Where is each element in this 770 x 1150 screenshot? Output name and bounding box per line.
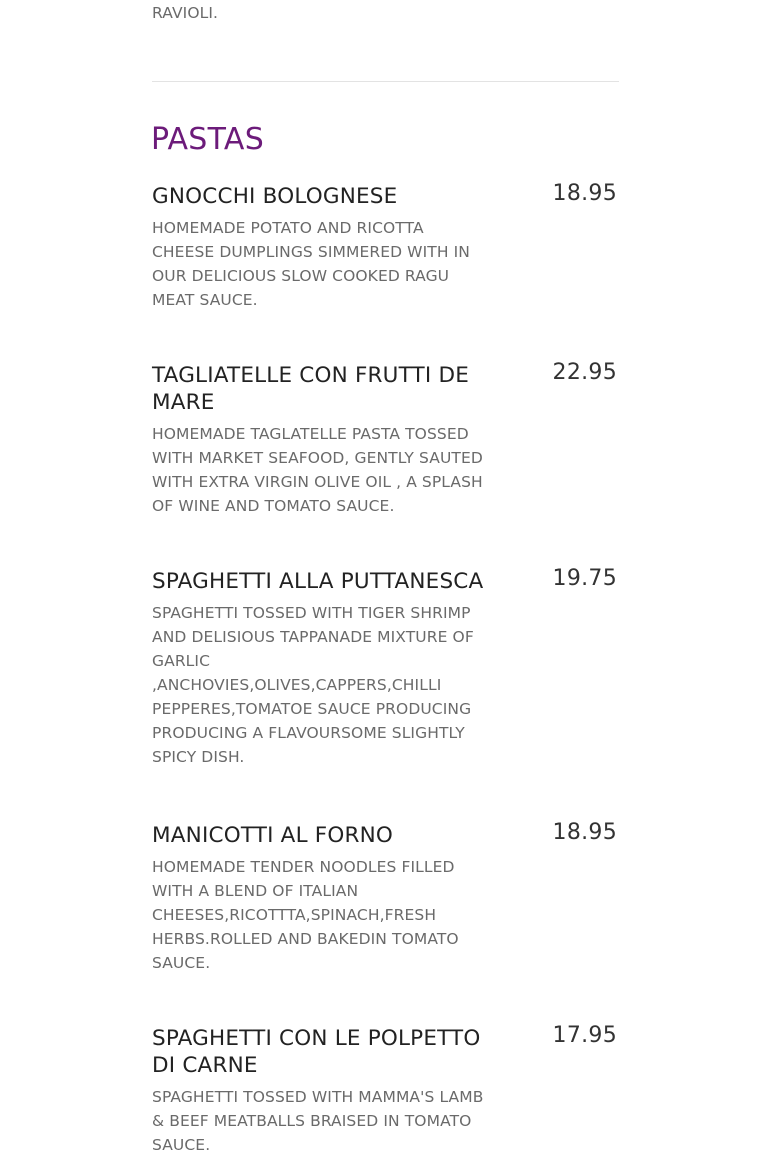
menu-item-name: SPAGHETTI CON LE POLPETTO DI CARNE xyxy=(152,1026,481,1078)
section-title-pastas: PASTAS xyxy=(151,122,265,157)
menu-item-price: 18.95 xyxy=(552,820,617,845)
menu-item-price: 19.75 xyxy=(552,566,617,591)
menu-item-price: 18.95 xyxy=(552,181,617,206)
menu-item xyxy=(152,183,619,312)
menu-item-price: 17.95 xyxy=(552,1023,617,1048)
menu-item-description: HOMEMADE TENDER NOODLES FILLED WITH A BLEND OF ITALIAN CHEESES,RICOTTTA,SPINACH,FRESH HERBS.ROLLED AND BAKEDIN TOMATO SAUCE. xyxy=(152,858,459,972)
menu-item xyxy=(152,568,619,769)
previous-item-description-tail: RAVIOLI. xyxy=(152,4,219,22)
menu-item-description: SPAGHETTI TOSSED WITH TIGER SHRIMP AND DELISIOUS TAPPANADE MIXTURE OF GARLIC ,ANCHOVIES,OLIVES,CAPPERS,CHILLI PEPPERES,TOMATOE SAUCE PRODUCING PRODUCING A FLAVOURSOME SLIGHTLY SPICY DISH. xyxy=(152,604,474,766)
menu-item-description: SPAGHETTI TOSSED WITH MAMMA'S LAMB & BEEF MEATBALLS BRAISED IN TOMATO SAUCE. xyxy=(152,1088,484,1150)
menu-item-name: GNOCCHI BOLOGNESE xyxy=(152,184,398,209)
menu-item-name: SPAGHETTI ALLA PUTTANESCA xyxy=(152,569,484,594)
menu-item-description: HOMEMADE POTATO AND RICOTTA CHEESE DUMPLINGS SIMMERED WITH IN OUR DELICIOUS SLOW COOKED RAGU MEAT SAUCE. xyxy=(152,219,470,309)
menu-item-price: 22.95 xyxy=(552,360,617,385)
menu-item xyxy=(152,1025,619,1150)
menu-item-description: HOMEMADE TAGLATELLE PASTA TOSSED WITH MARKET SEAFOOD, GENTLY SAUTED WITH EXTRA VIRGIN OLIVE OIL , A SPLASH OF WINE AND TOMATO SAUCE. xyxy=(152,425,483,515)
section-divider xyxy=(152,81,619,82)
menu-item xyxy=(152,362,619,518)
menu-item-name: MANICOTTI AL FORNO xyxy=(152,823,394,848)
menu-item-name: TAGLIATELLE CON FRUTTI DE MARE xyxy=(152,363,470,415)
menu-item xyxy=(152,822,619,975)
